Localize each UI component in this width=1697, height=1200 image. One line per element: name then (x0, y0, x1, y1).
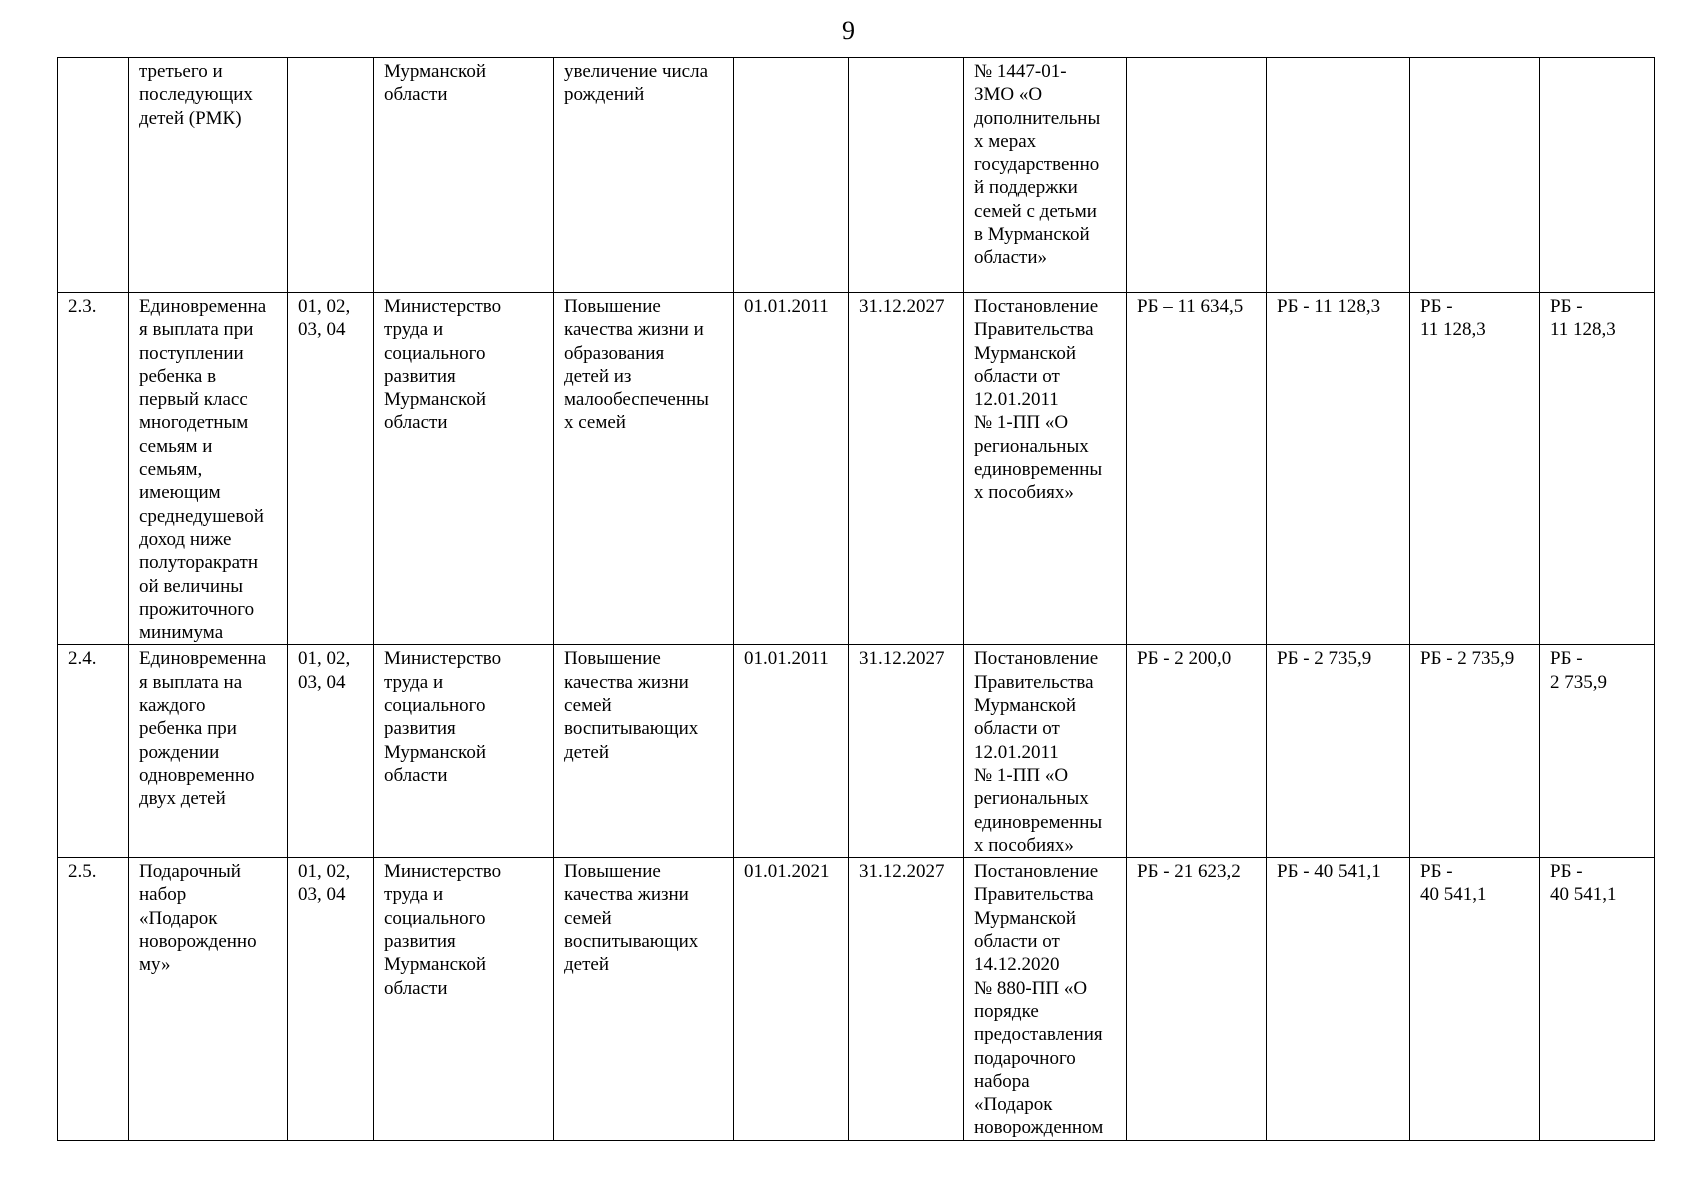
cell-funding-year-2 (1267, 58, 1410, 293)
cell-funding-year-3: РБ - 40 541,1 (1410, 858, 1540, 1141)
cell-end-date: 31.12.2027 (849, 293, 964, 645)
cell-measure-name: третьего и последующих детей (РМК) (129, 58, 288, 293)
cell-goal: увеличение числа рождений (554, 58, 734, 293)
cell-funding-year-3: РБ - 11 128,3 (1410, 293, 1540, 645)
cell-funding-year-1: РБ - 21 623,2 (1127, 858, 1267, 1141)
cell-executor: Министерство труда и социального развития Мурманской области (374, 858, 554, 1141)
cell-funding-year-2: РБ - 11 128,3 (1267, 293, 1410, 645)
cell-start-date: 01.01.2011 (734, 645, 849, 858)
cell-funding-year-4 (1540, 58, 1655, 293)
cell-funding-year-4: РБ - 40 541,1 (1540, 858, 1655, 1141)
table-row (58, 58, 1655, 293)
cell-measure-name: Единовременна я выплата при поступлении ребенка в первый класс многодетным семьям и семьям, имеющим среднедушевой доход ниже полуторакратн ой величины прожиточного минимума (129, 293, 288, 645)
cell-end-date: 31.12.2027 (849, 645, 964, 858)
cell-executor: Мурманской области (374, 58, 554, 293)
table-row (58, 293, 1655, 645)
cell-goal: Повышение качества жизни семей воспитывающих детей (554, 858, 734, 1141)
cell-codes: 01, 02, 03, 04 (288, 645, 374, 858)
cell-end-date (849, 58, 964, 293)
cell-number: 2.4. (58, 645, 129, 858)
cell-codes: 01, 02, 03, 04 (288, 858, 374, 1141)
cell-legal-basis: Постановление Правительства Мурманской области от 12.01.2011 № 1-ПП «О региональных единовременны х пособиях» (964, 293, 1127, 645)
cell-measure-name: Подарочный набор «Подарок новорожденно му» (129, 858, 288, 1141)
table-row (58, 858, 1655, 1141)
cell-funding-year-1: РБ - 2 200,0 (1127, 645, 1267, 858)
cell-number (58, 58, 129, 293)
program-measures-table (57, 57, 1655, 1141)
cell-legal-basis: № 1447-01- ЗМО «О дополнительны х мерах государственно й поддержки семей с детьми в Мурманской области» (964, 58, 1127, 293)
cell-funding-year-2: РБ - 40 541,1 (1267, 858, 1410, 1141)
cell-legal-basis: Постановление Правительства Мурманской области от 12.01.2011 № 1-ПП «О региональных единовременны х пособиях» (964, 645, 1127, 858)
cell-funding-year-4: РБ - 11 128,3 (1540, 293, 1655, 645)
cell-number: 2.5. (58, 858, 129, 1141)
cell-funding-year-1: РБ – 11 634,5 (1127, 293, 1267, 645)
cell-start-date (734, 58, 849, 293)
cell-start-date: 01.01.2011 (734, 293, 849, 645)
cell-codes (288, 58, 374, 293)
cell-funding-year-3: РБ - 2 735,9 (1410, 645, 1540, 858)
cell-goal: Повышение качества жизни и образования детей из малообеспеченны х семей (554, 293, 734, 645)
cell-executor: Министерство труда и социального развития Мурманской области (374, 645, 554, 858)
cell-number: 2.3. (58, 293, 129, 645)
cell-executor: Министерство труда и социального развития Мурманской области (374, 293, 554, 645)
cell-start-date: 01.01.2021 (734, 858, 849, 1141)
cell-funding-year-2: РБ - 2 735,9 (1267, 645, 1410, 858)
table-row (58, 645, 1655, 858)
cell-funding-year-1 (1127, 58, 1267, 293)
cell-measure-name: Единовременна я выплата на каждого ребенка при рождении одновременно двух детей (129, 645, 288, 858)
cell-codes: 01, 02, 03, 04 (288, 293, 374, 645)
cell-end-date: 31.12.2027 (849, 858, 964, 1141)
cell-goal: Повышение качества жизни семей воспитывающих детей (554, 645, 734, 858)
cell-legal-basis: Постановление Правительства Мурманской области от 14.12.2020 № 880-ПП «О порядке предоставления подарочного набора «Подарок новорожденном (964, 858, 1127, 1141)
cell-funding-year-3 (1410, 58, 1540, 293)
page-number: 9 (842, 16, 855, 45)
cell-funding-year-4: РБ - 2 735,9 (1540, 645, 1655, 858)
